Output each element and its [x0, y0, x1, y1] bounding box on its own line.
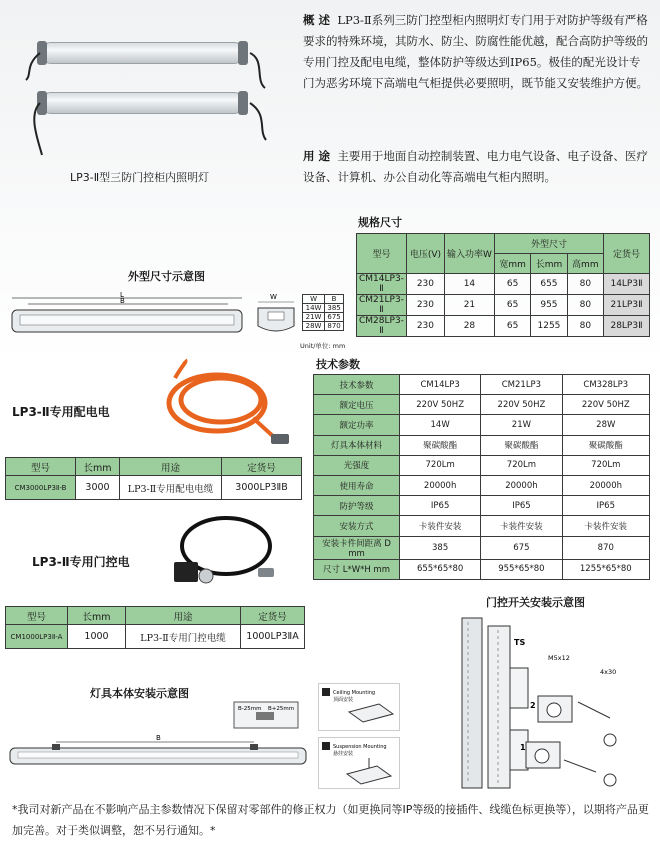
spec-cell: 230: [406, 274, 444, 295]
spec-cell: 65: [494, 295, 530, 316]
spec-header-order: 定货号: [604, 234, 650, 274]
tech-cell: 光强度: [314, 455, 400, 475]
table-row: [314, 496, 650, 516]
spec-cell: 14LP3Ⅱ: [604, 274, 650, 295]
label-1: 1: [520, 743, 526, 752]
spec-cell: CM14LP3-Ⅱ: [357, 274, 407, 295]
cable-cell: 1000LP3ⅡA: [241, 625, 305, 649]
footnote: *我司对新产品在不影响产品主参数情况下保留对零部件的修正权力（如更换同等IP等级的接插件、线缆色标更换等），以期将产品更加完善。对于类似调整，恕不另行通知。*: [12, 803, 649, 837]
label-b-plus: B+25mm: [268, 706, 295, 712]
suspension-mounting-drawing: [318, 737, 400, 789]
table-row: [314, 395, 650, 415]
spec-cell: 955: [531, 295, 567, 316]
tech-cell: IP65: [481, 496, 562, 516]
spec-cell: 655: [531, 274, 567, 295]
door-cable-image: [162, 508, 282, 598]
label-b: B: [120, 297, 125, 305]
door-cable-title: LP3-Ⅱ专用门控电: [32, 555, 130, 569]
spec-cell: 28: [444, 316, 494, 337]
tech-cell: 卡装件安装: [481, 516, 562, 536]
product-caption: LP3-Ⅱ型三防门控柜内照明灯: [70, 171, 210, 184]
table-row: [303, 304, 344, 313]
tech-table-title: 技术参数: [316, 358, 360, 371]
tech-header: 技术参数: [314, 375, 400, 395]
tech-cell: 20000h: [400, 475, 481, 495]
cable-header: 长mm: [68, 607, 126, 625]
spec-table-title: 规格尺寸: [358, 216, 402, 229]
label-l: L: [120, 291, 124, 299]
table-row: [303, 322, 344, 331]
tech-cell: 675: [481, 536, 562, 559]
dims-cell: 675: [325, 313, 344, 322]
tech-cell: 720Lm: [400, 455, 481, 475]
spec-table: [356, 233, 650, 337]
outline-dims-table: [302, 294, 344, 331]
tech-cell: 聚碳酸酯: [400, 435, 481, 455]
dims-cell: 21W: [303, 313, 325, 322]
cable-header: 用途: [126, 607, 241, 625]
suspension-label-cn: 悬挂安装: [333, 751, 354, 757]
spec-cell: 80: [567, 295, 603, 316]
label-2: 2: [530, 701, 536, 710]
spec-header-power: 输入功率W: [444, 234, 494, 274]
label-b-dim: B: [156, 734, 161, 742]
table-row: [314, 475, 650, 495]
cable-cell: CM3000LP3Ⅱ-B: [6, 476, 76, 500]
tech-cell: 720Lm: [562, 455, 649, 475]
table-row: [314, 516, 650, 536]
overview-label: 概 述: [303, 13, 331, 27]
table-row: [314, 559, 650, 579]
ceiling-mounting-drawing: [318, 683, 400, 731]
dims-cell: 385: [325, 304, 344, 313]
spec-cell: 230: [406, 295, 444, 316]
cable-header: 型号: [6, 458, 76, 476]
tech-table: [313, 374, 650, 580]
tech-cell: 卡装件安装: [400, 516, 481, 536]
cable-cell: 1000: [68, 625, 126, 649]
label-ts: TS: [514, 638, 526, 647]
outline-svg: [8, 288, 246, 336]
overview-text: LP3-Ⅱ系列三防门控型柜内照明灯专门用于对防护等级有严格要求的特殊环境，其防水、防尘、防腐性能优越，配合高防护等级的专用门控及配电电缆，整体防护等级达到IP65。极佳的配光设计专门为恶劣环境下高端电气柜提供必要照明，既节能又安装维护方便。: [303, 13, 648, 90]
tech-cell: 20000h: [562, 475, 649, 495]
cable-cell: 3000: [76, 476, 120, 500]
table-row: [357, 316, 650, 337]
table-row: [314, 536, 650, 559]
tech-cell: 28W: [562, 415, 649, 435]
table-row: [6, 625, 305, 649]
spec-cell: 1255: [531, 316, 567, 337]
outline-end-view: [250, 290, 300, 336]
tech-cell: 220V 50HZ: [400, 395, 481, 415]
body-install-title: 灯具本体安装示意图: [90, 687, 189, 700]
spec-cell: 65: [494, 274, 530, 295]
tech-cell: 聚碳酸酯: [562, 435, 649, 455]
tech-cell: IP65: [400, 496, 481, 516]
spec-header-height: 高mm: [567, 254, 603, 274]
spec-cell: 230: [406, 316, 444, 337]
cable-header: 定货号: [222, 458, 302, 476]
tech-cell: 1255*65*80: [562, 559, 649, 579]
table-row: [303, 313, 344, 322]
ceiling-label: Ceiling Mounting: [333, 690, 376, 696]
table-row: [314, 455, 650, 475]
label-w: W: [270, 293, 277, 301]
spec-cell: CM28LP3-Ⅱ: [357, 316, 407, 337]
tech-cell: 385: [400, 536, 481, 559]
tech-cell: 聚碳酸酯: [481, 435, 562, 455]
spec-cell: 21LP3Ⅱ: [604, 295, 650, 316]
table-row: [314, 435, 650, 455]
dims-cell: 28W: [303, 322, 325, 331]
tech-cell: 20000h: [481, 475, 562, 495]
table-row: [314, 375, 650, 395]
tech-cell: 灯具本体材料: [314, 435, 400, 455]
table-row: [314, 415, 650, 435]
tech-cell: 额定电压: [314, 395, 400, 415]
dims-cell: B: [325, 295, 344, 304]
tech-cell: 220V 50HZ: [562, 395, 649, 415]
body-install-diagram: [6, 700, 311, 785]
dims-cell: 870: [325, 322, 344, 331]
table-row: [357, 274, 650, 295]
table-row: [357, 295, 650, 316]
dims-cell: W: [303, 295, 325, 304]
tech-cell: 防护等级: [314, 496, 400, 516]
usage-label: 用 途: [303, 149, 331, 163]
spec-header-voltage: 电压(V): [406, 234, 444, 274]
spec-cell: 80: [567, 316, 603, 337]
power-cable-table: [5, 457, 302, 500]
door-switch-title: 门控开关安装示意图: [486, 596, 585, 609]
lamp-cables-drawing: [20, 30, 270, 165]
spec-cell: 21: [444, 295, 494, 316]
spec-header-length: 长mm: [531, 254, 567, 274]
spec-cell: 14: [444, 274, 494, 295]
cable-header: 定货号: [241, 607, 305, 625]
product-image: [20, 30, 270, 165]
spec-header-width: 宽mm: [494, 254, 530, 274]
outline-drawing: [8, 288, 246, 336]
spec-cell: 65: [494, 316, 530, 337]
cable-cell: CM1000LP3Ⅱ-A: [6, 625, 68, 649]
label-m5x12: M5x12: [548, 654, 570, 662]
cable-cell: 3000LP3ⅡB: [222, 476, 302, 500]
spec-cell: 80: [567, 274, 603, 295]
power-cable-title: LP3-Ⅱ专用配电电: [12, 405, 110, 419]
tech-cell: 14W: [400, 415, 481, 435]
tech-cell: IP65: [562, 496, 649, 516]
tech-cell: 21W: [481, 415, 562, 435]
ceiling-label-cn: 顶面安装: [333, 697, 354, 703]
tech-cell: 655*65*80: [400, 559, 481, 579]
label-b-minus: B-25mm: [238, 706, 262, 712]
tech-cell: 使用寿命: [314, 475, 400, 495]
tech-cell: 955*65*80: [481, 559, 562, 579]
spec-header-dims: 外型尺寸: [494, 234, 603, 254]
spec-header-model: 型号: [357, 234, 407, 274]
dims-cell: 14W: [303, 304, 325, 313]
door-switch-diagram: [460, 612, 655, 790]
tech-cell: 220V 50HZ: [481, 395, 562, 415]
tech-cell: 卡装件安装: [562, 516, 649, 536]
tech-cell: 尺寸 L*W*H mm: [314, 559, 400, 579]
usage-text: 主要用于地面自动控制装置、电力电气设备、电子设备、医疗设备、计算机、办公自动化等高端电气柜内照明。: [303, 149, 648, 184]
tech-header: CM21LP3: [481, 375, 562, 395]
door-cable-table: [5, 606, 305, 649]
overview-paragraph: [303, 10, 648, 94]
cable-cell: LP3-Ⅱ专用门控电缆: [126, 625, 241, 649]
usage-paragraph: [303, 146, 648, 188]
label-4x30: 4x30: [600, 668, 617, 676]
table-row: [6, 476, 302, 500]
tech-cell: 额定功率: [314, 415, 400, 435]
suspension-label: Suspension Mounting: [333, 744, 387, 750]
cable-header: 用途: [120, 458, 222, 476]
power-cable-image: [155, 358, 295, 453]
tech-header: CM328LP3: [562, 375, 649, 395]
tech-cell: 安装方式: [314, 516, 400, 536]
spec-cell: 28LP3Ⅱ: [604, 316, 650, 337]
tech-cell: 720Lm: [481, 455, 562, 475]
outline-unit: Unit/单位: mm: [300, 342, 346, 350]
tech-header: CM14LP3: [400, 375, 481, 395]
cable-cell: LP3-Ⅱ专用配电电缆: [120, 476, 222, 500]
cable-header: 型号: [6, 607, 68, 625]
outline-title: 外型尺寸示意图: [128, 270, 205, 283]
cable-header: 长mm: [76, 458, 120, 476]
tech-cell: 安装卡件间距离 D mm: [314, 536, 400, 559]
spec-cell: CM21LP3-Ⅱ: [357, 295, 407, 316]
tech-cell: 870: [562, 536, 649, 559]
